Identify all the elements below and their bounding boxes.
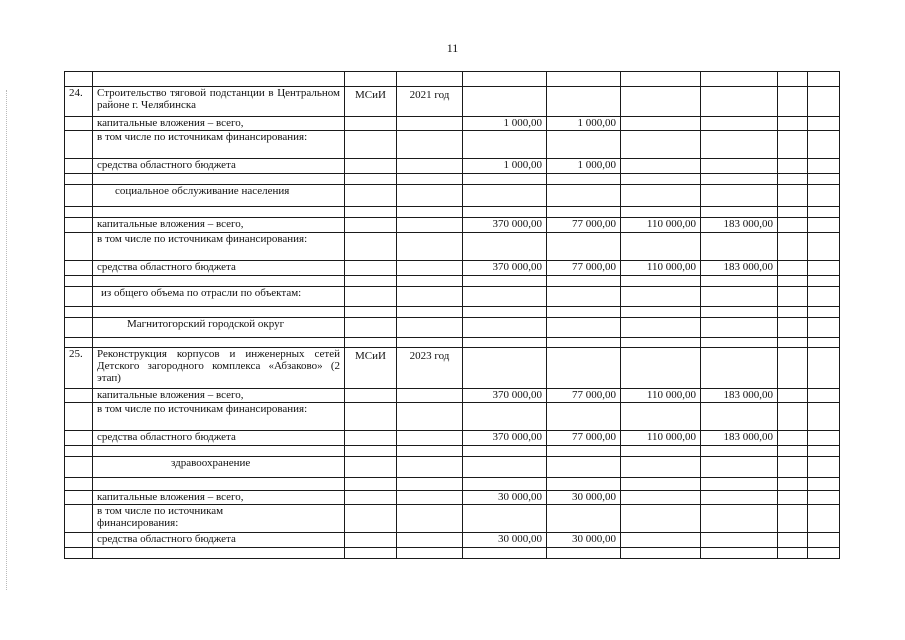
spacer-row	[65, 446, 840, 457]
completion-year: 2023 год	[397, 348, 463, 389]
value-cell: 110 000,00	[621, 261, 701, 276]
object-index: 25.	[65, 348, 93, 389]
page-number: 11	[446, 41, 459, 55]
completion-year: 2021 год	[397, 87, 463, 117]
value-cell: 77 000,00	[547, 261, 621, 276]
table-row	[65, 431, 840, 446]
section-title: социальное обслуживание населения	[93, 185, 345, 207]
spacer-row	[65, 338, 840, 348]
table-row	[65, 491, 840, 505]
section-title: здравоохранение	[93, 457, 345, 478]
value-cell	[621, 159, 701, 174]
section-row	[65, 185, 840, 207]
row-label-text: в том числе по источникам финансирования:	[97, 505, 224, 529]
row-label: средства областного бюджета	[93, 431, 345, 446]
row-label: средства областного бюджета	[93, 159, 345, 174]
value-cell: 1 000,00	[547, 159, 621, 174]
row-label: капитальные вложения – всего,	[93, 389, 345, 403]
table-row	[65, 389, 840, 403]
value-cell: 77 000,00	[547, 431, 621, 446]
spacer-row	[65, 548, 840, 559]
value-cell	[701, 533, 778, 548]
value-cell	[701, 159, 778, 174]
scan-edge-mark	[6, 90, 8, 590]
value-cell: 30 000,00	[547, 491, 621, 505]
value-cell: 110 000,00	[621, 389, 701, 403]
table-row	[65, 348, 840, 389]
value-cell: 77 000,00	[547, 218, 621, 233]
table-row	[65, 505, 840, 533]
value-cell: 30 000,00	[463, 491, 547, 505]
value-cell	[621, 117, 701, 131]
value-cell: 183 000,00	[701, 218, 778, 233]
table-row	[65, 87, 840, 117]
table-row	[65, 403, 840, 431]
value-cell: 370 000,00	[463, 261, 547, 276]
value-cell: 30 000,00	[547, 533, 621, 548]
value-cell: 110 000,00	[621, 218, 701, 233]
value-cell: 110 000,00	[621, 431, 701, 446]
value-cell: 183 000,00	[701, 431, 778, 446]
value-cell: 370 000,00	[463, 218, 547, 233]
table-row	[65, 533, 840, 548]
value-cell: 1 000,00	[547, 117, 621, 131]
value-cell: 370 000,00	[463, 431, 547, 446]
section-title: Магнитогорский городской округ	[93, 318, 345, 338]
row-label: в том числе по источникам финансирования:	[93, 403, 345, 431]
row-label: капитальные вложения – всего,	[93, 491, 345, 505]
responsible-body: МСиИ	[345, 87, 397, 117]
value-cell: 370 000,00	[463, 389, 547, 403]
table-header-row	[65, 72, 840, 87]
table-row	[65, 117, 840, 131]
row-label: средства областного бюджета	[93, 533, 345, 548]
object-index: 24.	[65, 87, 93, 117]
responsible-body: МСиИ	[345, 348, 397, 389]
table-row	[65, 261, 840, 276]
row-label: в том числе по источникам финансирования:	[93, 233, 345, 261]
value-cell	[701, 117, 778, 131]
capital-investment-table	[64, 71, 840, 559]
value-cell: 30 000,00	[463, 533, 547, 548]
object-name: Реконструкция корпусов и инженерных сетей Детского загородного комплекса «Абзаково» (2 этап)	[93, 348, 345, 389]
spacer-row	[65, 478, 840, 491]
value-cell	[621, 533, 701, 548]
value-cell: 1 000,00	[463, 117, 547, 131]
spacer-row	[65, 174, 840, 185]
value-cell: 1 000,00	[463, 159, 547, 174]
section-row	[65, 457, 840, 478]
section-title: из общего объема по отрасли по объектам:	[93, 287, 345, 307]
section-row	[65, 287, 840, 307]
table-row	[65, 131, 840, 159]
table-row	[65, 218, 840, 233]
table-row	[65, 159, 840, 174]
row-label	[93, 505, 345, 533]
value-cell: 183 000,00	[701, 389, 778, 403]
row-label: средства областного бюджета	[93, 261, 345, 276]
section-row	[65, 318, 840, 338]
value-cell	[621, 491, 701, 505]
table-row	[65, 233, 840, 261]
object-name: Строительство тяговой подстанции в Центральном районе г. Челябинска	[93, 87, 345, 117]
row-label: капитальные вложения – всего,	[93, 117, 345, 131]
row-label: в том числе по источникам финансирования:	[93, 131, 345, 159]
row-label: капитальные вложения – всего,	[93, 218, 345, 233]
value-cell: 77 000,00	[547, 389, 621, 403]
spacer-row	[65, 207, 840, 218]
spacer-row	[65, 276, 840, 287]
spacer-row	[65, 307, 840, 318]
value-cell	[701, 491, 778, 505]
value-cell: 183 000,00	[701, 261, 778, 276]
